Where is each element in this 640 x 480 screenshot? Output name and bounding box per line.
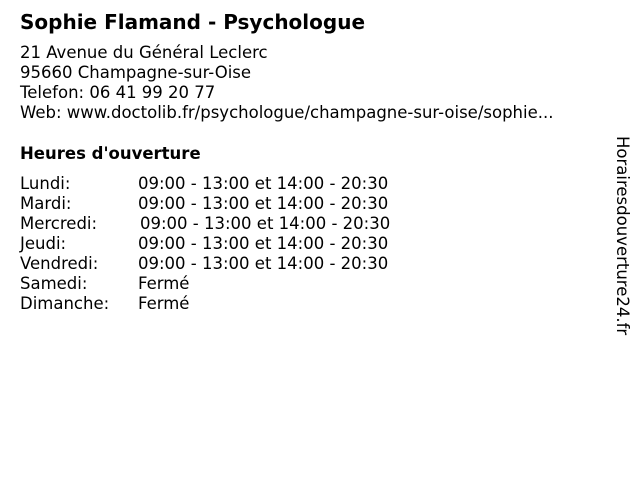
day-hours: 09:00 - 13:00 et 14:00 - 20:30 xyxy=(138,174,389,193)
phone-number: Telefon: 06 41 99 20 77 xyxy=(20,83,216,102)
address-city: 95660 Champagne-sur-Oise xyxy=(20,63,252,82)
site-watermark: Horairesdouverture24.fr xyxy=(613,136,632,336)
day-label: Dimanche: xyxy=(20,294,110,313)
day-hours: 09:00 - 13:00 et 14:00 - 20:30 xyxy=(138,234,389,253)
opening-hours-heading: Heures d'ouverture xyxy=(20,144,201,163)
day-hours: Fermé xyxy=(138,274,190,293)
day-hours: Fermé xyxy=(138,294,190,313)
address-street: 21 Avenue du Général Leclerc xyxy=(20,43,268,62)
day-label: Jeudi: xyxy=(20,234,67,253)
day-hours: 09:00 - 13:00 et 14:00 - 20:30 xyxy=(138,194,389,213)
day-label: Vendredi: xyxy=(20,254,99,273)
day-label: Mercredi: xyxy=(20,214,98,233)
website-url: Web: www.doctolib.fr/psychologue/champagne-sur-oise/sophie... xyxy=(20,103,554,122)
contact-info xyxy=(20,43,553,123)
day-hours: 09:00 - 13:00 et 14:00 - 20:30 xyxy=(138,254,389,273)
day-label: Samedi: xyxy=(20,274,88,293)
day-label: Lundi: xyxy=(20,174,71,193)
day-hours: 09:00 - 13:00 et 14:00 - 20:30 xyxy=(140,214,391,233)
day-label: Mardi: xyxy=(20,194,72,213)
page-title: Sophie Flamand - Psychologue xyxy=(20,10,366,34)
